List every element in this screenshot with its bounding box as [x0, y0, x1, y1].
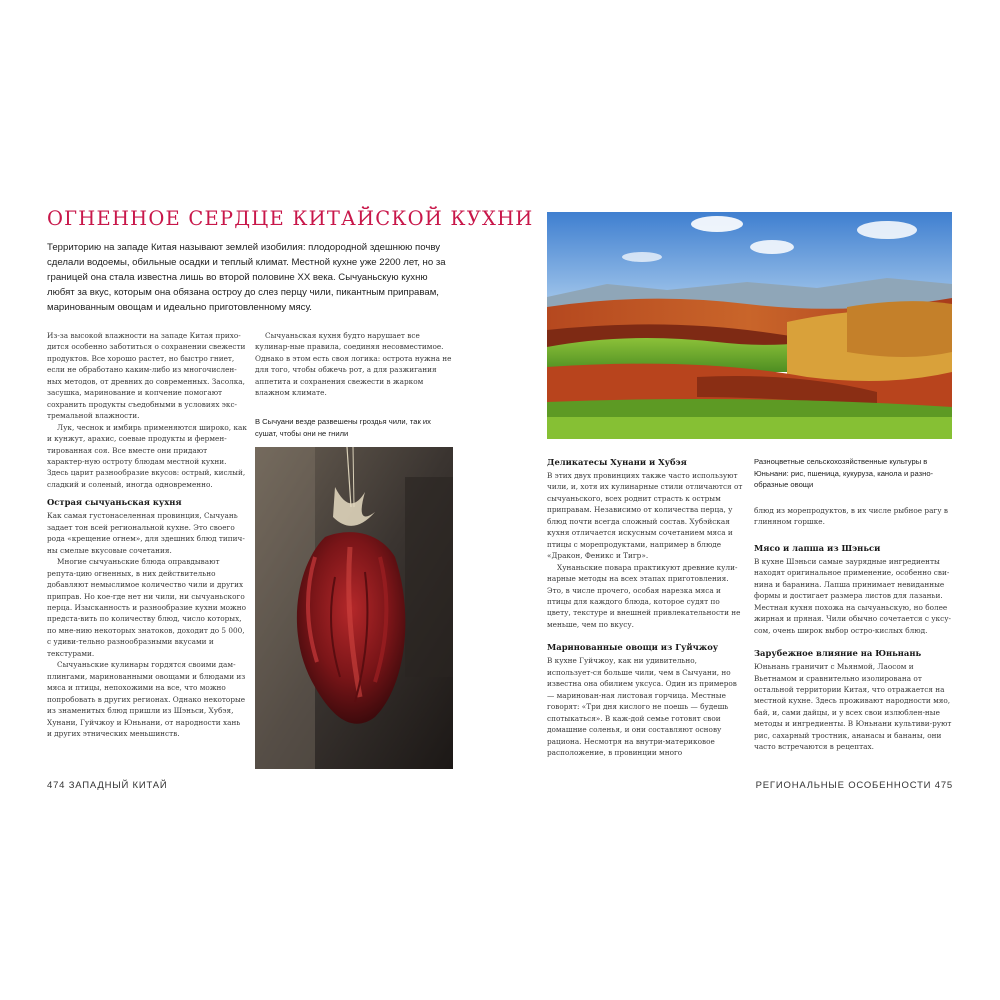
paragraph: Из-за высокой влажности на западе Китая прихо-дится особенно заботиться о сохранении свежести продуктов. Все хорошо растет, но быстро гниет, если не обработано каким-либо из многочислен-ных методов, от древних до современных. Засолка, засушка, маринование и копчение помогают сохранить продукты съедобными в условиях экс-тремальной влажности. — [47, 331, 246, 421]
fields-photo-caption: Разноцветные сельскохозяйственные культуры в Юньнани: рис, пшеница, кукуруза, канола и разно-образные овощи — [754, 457, 934, 489]
paragraph: Лук, чеснок и имбирь применяются широко, как и кунжут, арахис, соевые продукты и фермен-тированная соя. Все вместе они придают характер-ную остроту блюдам местной кухни. Здесь царит разнообразие вкусов: острый, кислый, сладкий и соленый, иногда одновременно. — [47, 422, 247, 489]
paragraph: В кухне Шэньси самые заурядные ингредиенты находят оригинальное применение, особенно сви-нина и баранина. Лапша принимает невиданные формы и достигает размера листов для лазаньи. Местная кухня похожа на сычуаньскую, но более жирная и пряная. Чили обычно сочетается с уксу-сом, очень широк выбор остро-кислых блюд. — [754, 556, 951, 635]
intro-paragraph: Территорию на западе Китая называют землей изобилия: плодородной здешнюю почву сделали водоемы, обильные осадки и теплый климат. Местной кухне уже 2200 лет, но за границей она стала известна лишь во второй половине XX века. Сычуаньскую кухню любят за вкус, которым она обязана остроу до слез перцу чили, пикантным приправам, маринованным овощам и идеально приготовленному мясу. — [47, 242, 446, 313]
paragraph: Юньнань граничит с Мьянмой, Лаосом и Вьетнамом и сравнительно изолирована от остальной территории Китая, что отражается на местной кухне. Здесь проживают народности мяо, бай, и, сами дайцы, и у всех свои излюблен-ные методы и ингредиенты. В Юньнани культиви-руют рис, сахарный тростник, ананасы и бананы, они часто встречаются в рецептах. — [754, 662, 952, 752]
left-column-2 — [255, 330, 453, 399]
chili-bunch-image — [255, 447, 453, 769]
section-heading: Мясо и лапша из Шэньси — [754, 542, 881, 553]
paragraph: В кухне Гуйчжоу, как ни удивительно, использует-ся больше чили, чем в Сычуани, но известна она обилием уксуса. Один из примеров — маринован-ная листовая горчица. Местные говорят: «Три дня кислого не поешь — будешь спотыкаться». В каж-дой семье готовят свои домашние соленья, и они составляют основу рациона. Несмотря на внутри-материковое расположение, в провинции много — [547, 656, 737, 757]
section-heading: Маринованные овощи из Гуйчжоу — [547, 642, 719, 653]
paragraph: Сычуаньские кулинары гордятся своими дам-плингами, маринованными овощами и блюдами из мяса и птицы, непохожими на все, что можно попробовать в других регионах. Однако некоторые из знаменитых блюд пришли из Шэньси, Хубэя, Хунани, Гуйчжоу и Юньнани, от народности хань и других этнических меньшинств. — [47, 660, 246, 738]
right-page — [500, 0, 1000, 1000]
right-column-2 — [754, 505, 952, 753]
chapter-title: ОГНЕННОЕ СЕРДЦЕ КИТАЙСКОЙ КУХНИ — [47, 207, 534, 230]
left-column-1 — [47, 330, 247, 739]
paragraph: Сычуаньская кухня будто нарушает все кулинар-ные правила, соединяя несовместимое. Однако в этом есть своя логика: острота нужна не для того, чтобы обжечь рот, а для разжигания аппетита и сохранения свежести в жарком влажном климате. — [255, 331, 452, 398]
chili-photo-caption: В Сычуани везде развешены гроздья чили, так их сушат, чтобы они не гнили — [255, 417, 431, 438]
paragraph: блюд из морепродуктов, в их числе рыбное рагу в глиняном горшке. — [754, 506, 948, 527]
section-heading: Острая сычуаньская кухня — [47, 497, 182, 508]
paragraph: Хунаньские повара практикуют древние кули-нарные методы на всех этапах приготовления. Это, в числе прочего, особая нарезка мяса и птицы для каждого блюда, которое судят по цвету, текстуре и внешней привлекательности не меньше, чем по вкусу. — [547, 562, 741, 629]
yunnan-fields-photo — [547, 212, 952, 439]
paragraph: Многие сычуаньские блюда оправдывают репута-цию огненных, в них действительно добавляют немыслимое количество чили и других приправ. Но кое-где нет ни чили, ни сычуаньского перца. Изысканность и разнообразие кухни можно предста-вить по количеству блюд, число которых, по мне-нию некоторых знатоков, доходит до 5 000, с удиви-тельно разнообразными вкусами и текстурами. — [47, 557, 247, 658]
paragraph: В этих двух провинциях также часто используют чили, и, хотя их кулинарные стили отличаются от сычуаньского, всех роднит страсть к острым приправам. Независимо от количества перца, у блюд почти всегда сложный состав. Хубэйская кухня отличается искусным сочетанием мяса и птицы с морепродуктами, например в блюде «Дракон, Феникс и Тигр». — [547, 471, 743, 561]
paragraph: Как самая густонаселенная провинция, Сычуань задает тон всей региональной кухне. Это своего рода «крещение огнем», для здешних блюд типич-ны смелые вкусовые сочетания. — [47, 511, 245, 555]
chili-photo — [255, 447, 453, 769]
section-heading: Деликатесы Хунани и Хубэя — [547, 457, 687, 467]
right-column-1 — [547, 456, 744, 758]
right-page-folio: РЕГИОНАЛЬНЫЕ ОСОБЕННОСТИ 475 — [755, 780, 953, 791]
section-heading: Зарубежное влияние на Юньнань — [754, 648, 922, 659]
left-page-folio: 474 ЗАПАДНЫЙ КИТАЙ — [47, 780, 168, 791]
landscape-image — [547, 212, 952, 439]
